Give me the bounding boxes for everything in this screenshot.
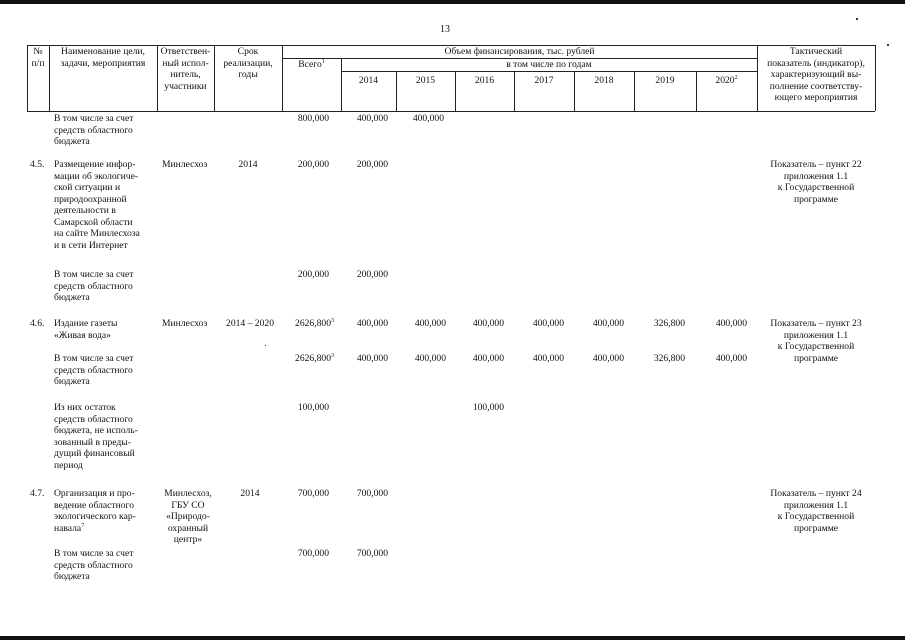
row-2016: 100,000 (472, 402, 504, 413)
row-2018: 400,000 (592, 353, 624, 364)
row-2020: 400,000 (715, 353, 747, 364)
row-2015: 400,000 (414, 318, 446, 329)
row-2019: 326,800 (653, 318, 685, 329)
row-name: Размещение инфор- мации об экологиче- ской ситуации и природоохранной деятельности в Самарской области на сайте Минлесхоза и в сети Интернет (54, 159, 140, 251)
row-2014: 700,000 (356, 488, 388, 499)
header-indicator: Тактический показатель (индикатор), характеризующий вы- полнение соответству- ющего мероприятия (767, 46, 865, 103)
header-total: Всего$^1$ (298, 59, 325, 70)
row-2014: 400,000 (356, 318, 388, 329)
row-name: В том числе за счет средств областного бюджета (54, 269, 134, 303)
scan-speck (856, 18, 858, 20)
row-term: 2014 – 2020 (226, 318, 274, 329)
row-name: В том числе за счет средств областного бюджета (54, 548, 134, 582)
grid-vline (875, 45, 876, 111)
header-year-2017: 2017 (534, 75, 554, 86)
row-responsible: Минлесхоз (162, 318, 208, 329)
header-year-2018: 2018 (594, 75, 614, 86)
row-total: 100,000 (297, 402, 329, 413)
row-responsible: Минлесхоз (162, 159, 208, 170)
row-term: 2014 (240, 488, 260, 499)
header-responsible: Ответствен- ный испол- нитель, участники (160, 46, 211, 92)
row-total: 200,000 (297, 269, 329, 280)
header-year-2019: 2019 (655, 75, 675, 86)
scan-speck (887, 44, 889, 46)
row-responsible: Минлесхоз, ГБУ СО «Природо- охранный центр» (164, 488, 212, 545)
row-name: Издание газеты «Живая вода» (54, 318, 118, 341)
row-term: 2014 (238, 159, 258, 170)
row-total: 2626,800$^3$ (295, 353, 334, 364)
row-2014: 400,000 (356, 113, 388, 124)
row-2018: 400,000 (592, 318, 624, 329)
header-year-2020: 2020$^2$ (715, 75, 738, 86)
row-2017: 400,000 (532, 318, 564, 329)
row-total: 200,000 (297, 159, 329, 170)
row-2015: 400,000 (414, 353, 446, 364)
row-total: 800,000 (297, 113, 329, 124)
row-2014: 200,000 (356, 269, 388, 280)
years-line (341, 71, 757, 72)
row-total: 700,000 (297, 548, 329, 559)
header-year-2014: 2014 (358, 75, 379, 86)
header-funding: Объем финансирования, тыс. рублей (444, 46, 595, 57)
header-bottom-line (27, 111, 875, 112)
row-2019: 326,800 (653, 353, 685, 364)
page-number: 13 (440, 24, 450, 35)
scan-mark (265, 345, 266, 346)
row-2016: 400,000 (472, 318, 504, 329)
header-year-2015: 2015 (415, 75, 436, 86)
row-number: 4.5. (30, 159, 45, 170)
row-2015: 400,000 (412, 113, 444, 124)
row-2014: 200,000 (356, 159, 388, 170)
row-total: 2626,800$^3$ (295, 318, 334, 329)
row-number: 4.6. (30, 318, 45, 329)
row-name: В том числе за счет средств областного бюджета (54, 353, 134, 387)
row-2020: 400,000 (715, 318, 747, 329)
row-name: В том числе за счет средств областного бюджета (54, 113, 134, 147)
row-2017: 400,000 (532, 353, 564, 364)
row-name: Организация и про- ведение областного экологического кар- навала$^7$ (54, 488, 136, 534)
header-by-years: в том числе по годам (506, 59, 592, 70)
row-total: 700,000 (297, 488, 329, 499)
row-2014: 400,000 (356, 353, 388, 364)
header-term: Срок реализации, годы (223, 46, 273, 80)
row-name: Из них остаток средств областного бюджета, не исполь- зованный в преды- дущий финансовый период (54, 402, 138, 471)
bottom-border (0, 636, 905, 640)
row-indicator: Показатель – пункт 22 приложения 1.1 к Государственной программе (770, 159, 862, 205)
header-num: № п/п (31, 46, 45, 69)
row-indicator: Показатель – пункт 23 приложения 1.1 к Государственной программе (770, 318, 862, 364)
row-number: 4.7. (30, 488, 45, 499)
row-2016: 400,000 (472, 353, 504, 364)
top-border (0, 0, 905, 4)
row-indicator: Показатель – пункт 24 приложения 1.1 к Государственной программе (770, 488, 862, 534)
header-name: Наименование цели, задачи, мероприятия (60, 46, 146, 69)
row-2014: 700,000 (356, 548, 388, 559)
header-year-2016: 2016 (474, 75, 495, 86)
